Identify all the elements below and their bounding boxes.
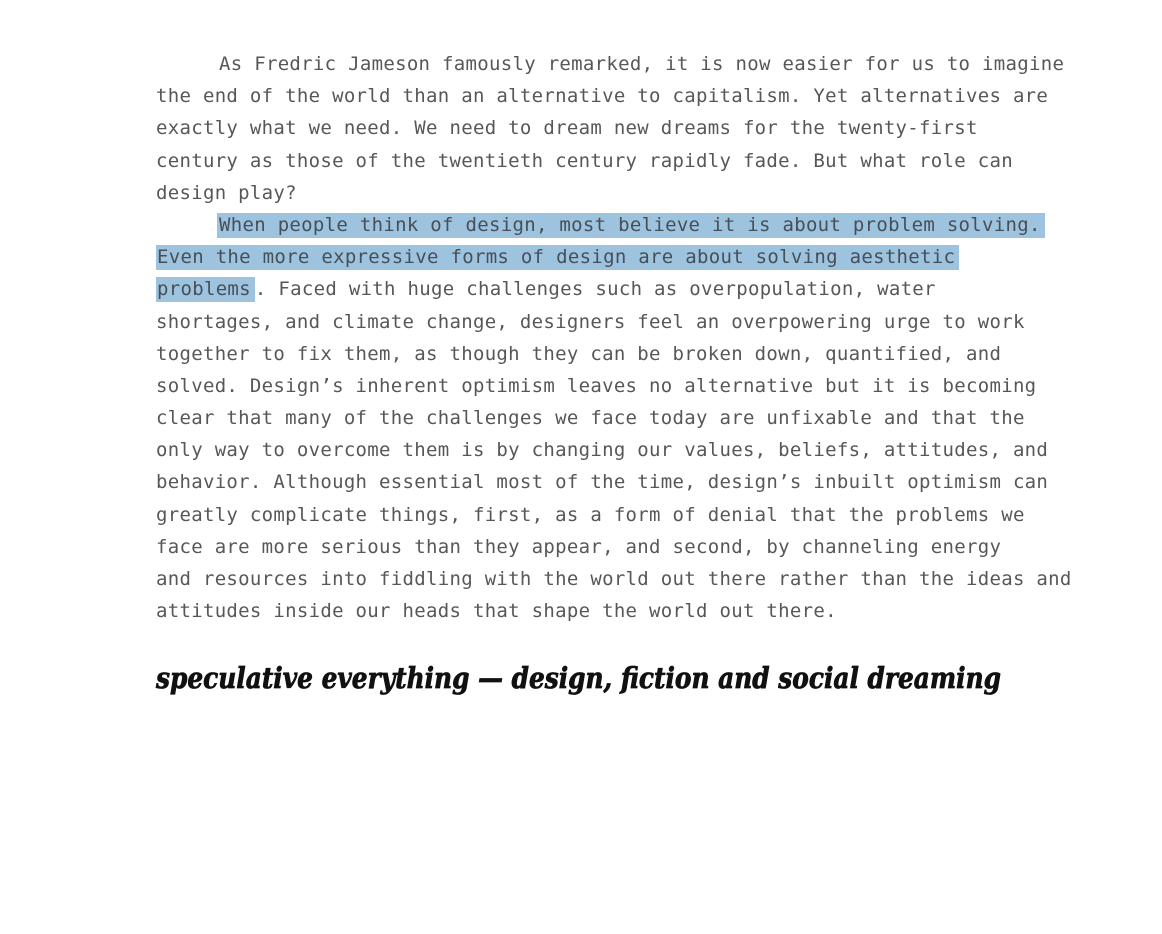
handwritten-caption-svg bbox=[156, 650, 1016, 720]
paragraph-1-line: design play? bbox=[156, 181, 297, 204]
paragraph-2-line: and resources into fiddling with the world out there rather than the ideas and bbox=[156, 568, 1072, 590]
selected-text[interactable]: Even the more expressive forms of design are about solving aesthetic bbox=[156, 245, 959, 270]
paragraph-1-line: exactly what we need. We need to dream new dreams for the twenty-first bbox=[156, 117, 978, 140]
paragraph-1-line: the end of the world than an alternative to capitalism. Yet alternatives are bbox=[156, 85, 1049, 108]
paragraph-2-line: attitudes inside our heads that shape the world out there. bbox=[156, 600, 837, 623]
paragraph-2-line: greatly complicate things, first, as a form of denial that the problems we bbox=[156, 503, 1025, 526]
selected-text[interactable]: When people think of design, most believe it is about problem solving. bbox=[217, 213, 1045, 238]
paragraph-2-text: . Faced with huge challenges such as overpopulation, water bbox=[254, 278, 936, 301]
paragraph-1-line: As Fredric Jameson famously remarked, it is now easier for us to imagine bbox=[219, 53, 1065, 75]
selected-text[interactable]: problems bbox=[156, 277, 255, 302]
paragraph-2-line: only way to overcome them is by changing our values, beliefs, attitudes, and bbox=[156, 439, 1049, 462]
paragraph-2-line bbox=[156, 241, 1016, 273]
handwritten-caption bbox=[156, 650, 1016, 720]
paragraph-2-line: solved. Design’s inherent optimism leaves no alternative but it is becoming bbox=[156, 374, 1037, 397]
handwritten-caption-text: speculative everything — design, fiction and social dreaming bbox=[155, 661, 1001, 695]
paragraph-2-line: face are more serious than they appear, and second, by channeling energy bbox=[156, 535, 1002, 558]
paragraph-2-line bbox=[156, 273, 1016, 305]
paragraph-2-line: together to fix them, as though they can be broken down, quantified, and bbox=[156, 342, 1002, 365]
body-text bbox=[156, 48, 1072, 627]
paragraph-2-line: shortages, and climate change, designers feel an overpowering urge to work bbox=[156, 310, 1025, 333]
paragraph-2-line bbox=[156, 209, 1041, 241]
paragraph-2-line: clear that many of the challenges we face today are unfixable and that the bbox=[156, 407, 1025, 430]
paragraph-1-line: century as those of the twentieth century rapidly fade. But what role can bbox=[156, 149, 1013, 172]
paragraph-2-line: behavior. Although essential most of the time, design’s inbuilt optimism can bbox=[156, 471, 1049, 494]
